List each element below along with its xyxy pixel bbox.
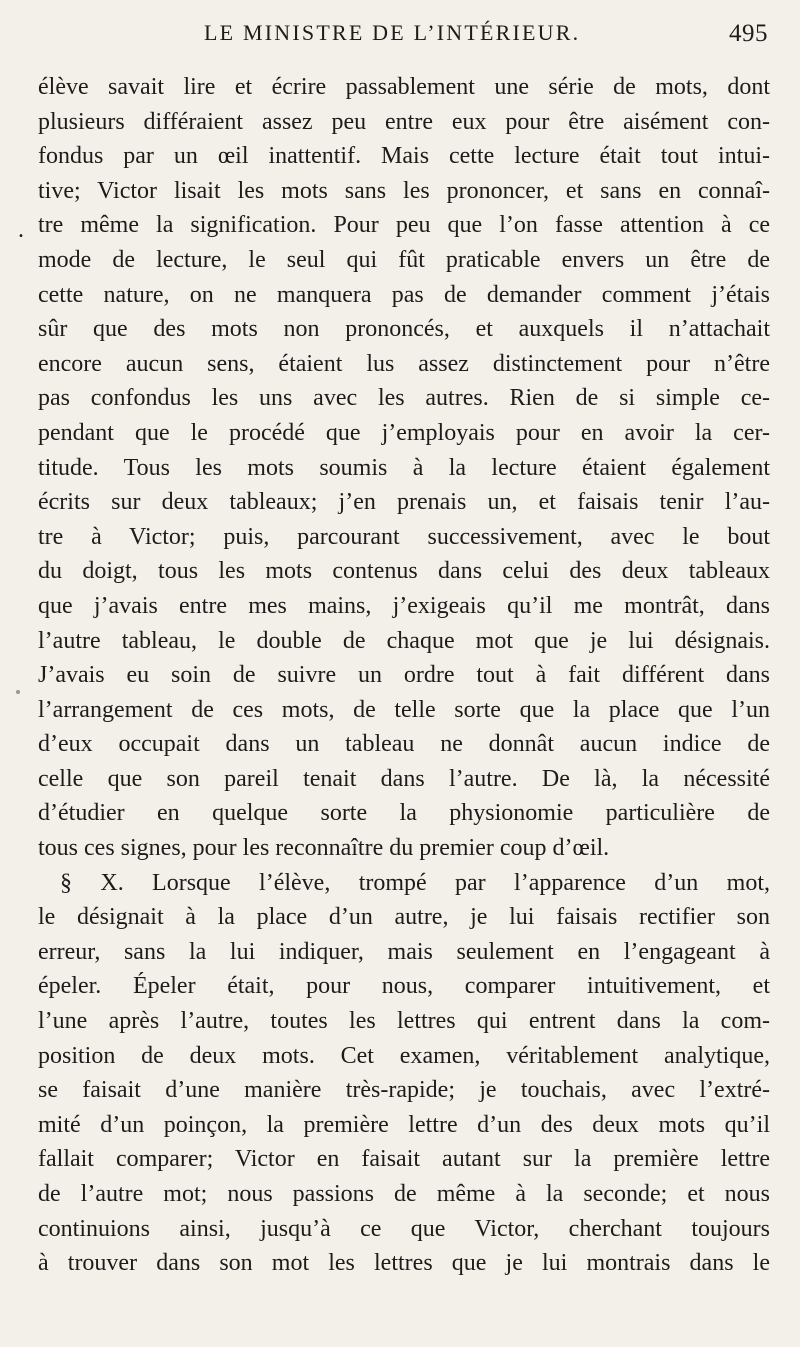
text-line: fondus par un œil inattentif. Mais cette lecture était tout intui- xyxy=(38,143,770,170)
text-line: à trouver dans son mot les lettres que je lui montrais dans le xyxy=(38,1250,770,1277)
text-line: titude. Tous les mots soumis à la lecture étaient également xyxy=(38,454,770,481)
text-line: mité d’un poinçon, la première lettre d’un des deux mots qu’il xyxy=(38,1111,770,1138)
text-line: l’arrangement de ces mots, de telle sorte que la place que l’un xyxy=(38,696,770,723)
text-line: se faisait d’une manière très-rapide; je touchais, avec l’extré- xyxy=(38,1077,770,1104)
text-line: élève savait lire et écrire passablement une série de mots, dont xyxy=(38,74,770,100)
text-line: le désignait à la place d’un autre, je lui faisais rectifier son xyxy=(38,904,770,931)
text-line: sûr que des mots non prononcés, et auxquels il n’attachait xyxy=(38,316,770,343)
paragraph-end-line: tous ces signes, pour les reconnaître du premier coup d’œil. xyxy=(38,835,610,862)
text-line: encore aucun sens, étaient lus assez distinctement pour n’être xyxy=(38,350,770,377)
text-line: du doigt, tous les mots contenus dans celui des deux tableaux xyxy=(38,558,770,585)
text-line: position de deux mots. Cet examen, véritablement analytique, xyxy=(38,1042,770,1069)
text-line: d’eux occupait dans un tableau ne donnât aucun indice de xyxy=(38,731,770,758)
text-line: fallait comparer; Victor en faisait autant sur la première lettre xyxy=(38,1146,770,1173)
body-text xyxy=(38,70,770,1281)
text-line: mode de lecture, le seul qui fût praticable envers un être de xyxy=(38,246,770,273)
text-line: pas confondus les uns avec les autres. Rien de si simple ce- xyxy=(38,385,770,412)
running-head-title: LE MINISTRE DE L’INTÉRIEUR. xyxy=(204,20,581,45)
text-line: pendant que le procédé que j’employais pour en avoir la cer- xyxy=(38,419,770,446)
text-line: l’autre tableau, le double de chaque mot que je lui désignais. xyxy=(38,627,770,654)
text-line: épeler. Épeler était, pour nous, comparer intuitivement, et xyxy=(38,973,770,1000)
margin-speck xyxy=(16,690,20,694)
text-line: J’avais eu soin de suivre un ordre tout à fait différent dans xyxy=(38,662,770,689)
page-number: 495 xyxy=(729,20,768,47)
text-line: tive; Victor lisait les mots sans les prononcer, et sans en connaî- xyxy=(38,177,770,204)
text-line: l’une après l’autre, toutes les lettres qui entrent dans la com- xyxy=(38,1008,770,1035)
text-line: écrits sur deux tableaux; j’en prenais un, et faisais tenir l’au- xyxy=(38,489,770,516)
text-line: tre à Victor; puis, parcourant successivement, avec le bout xyxy=(38,523,770,550)
text-line: celle que son pareil tenait dans l’autre. De là, la nécessité xyxy=(38,765,770,792)
text-line: tre même la signification. Pour peu que l’on fasse attention à ce xyxy=(38,212,770,239)
margin-mark: . xyxy=(18,217,24,243)
section-start-line: § X. Lorsque l’élève, trompé par l’apparence d’un mot, xyxy=(60,869,770,896)
text-line: d’étudier en quelque sorte la physionomie particulière de xyxy=(38,800,770,827)
text-line: cette nature, on ne manquera pas de demander comment j’étais xyxy=(38,281,770,308)
text-line: erreur, sans la lui indiquer, mais seulement en l’engageant à xyxy=(38,938,770,965)
text-line: continuions ainsi, jusqu’à ce que Victor, cherchant toujours xyxy=(38,1215,770,1242)
text-line: de l’autre mot; nous passions de même à la seconde; et nous xyxy=(38,1181,770,1207)
text-line: plusieurs différaient assez peu entre eux pour être aisément con- xyxy=(38,108,770,135)
running-head xyxy=(0,20,800,54)
text-line: que j’avais entre mes mains, j’exigeais qu’il me montrât, dans xyxy=(38,592,770,619)
